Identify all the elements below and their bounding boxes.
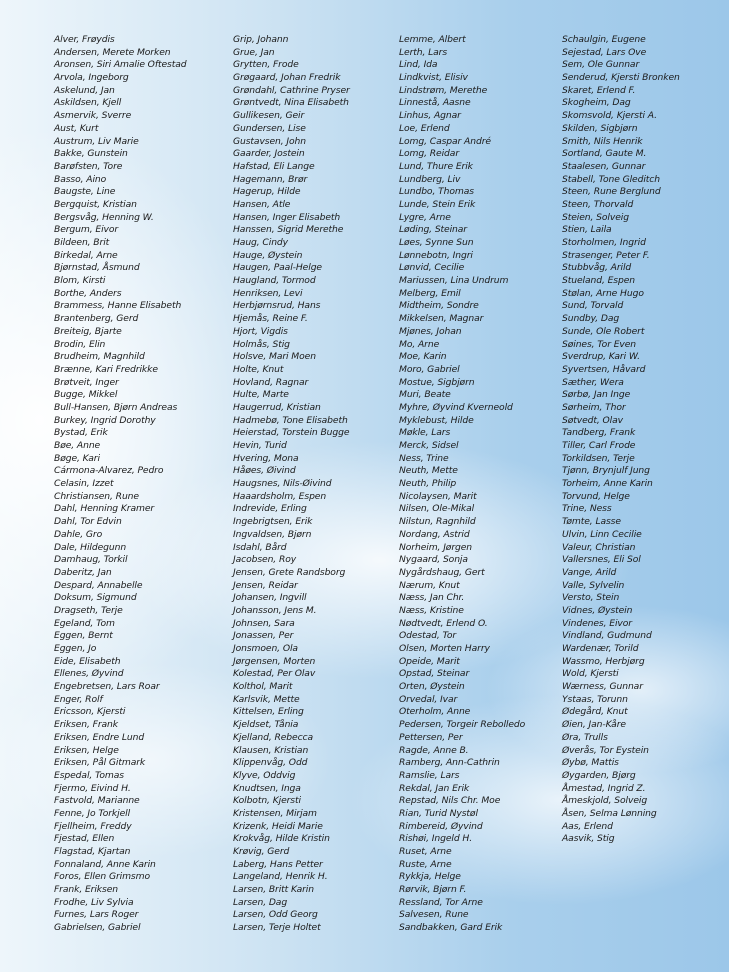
name-entry: Klausen, Kristian (233, 744, 309, 756)
name-entry: Grue, Jan (233, 46, 275, 58)
name-entry: Eggen, Jo (54, 643, 97, 654)
name-entry: Nilstun, Ragnhild (399, 516, 476, 528)
name-entry: Staalesen, Gunnar (562, 160, 646, 172)
name-entry: Damhaug, Torkil (54, 554, 128, 566)
name-entry: Fenne, Jo Torkjell (54, 807, 131, 819)
name-entry: Bergsvåg, Henning W. (54, 211, 154, 223)
name-entry: Burkey, Ingrid Dorothy (54, 414, 156, 426)
name-entry: Moe, Karin (399, 351, 447, 363)
name-entry: Wardenær, Torild (562, 643, 639, 654)
name-entry: Smith, Nils Henrik (562, 135, 643, 147)
name-column-3 (399, 34, 525, 935)
name-entry: Bull-Hansen, Bjørn Andreas (54, 401, 178, 413)
name-entry: Frodhe, Liv Sylvia (54, 896, 134, 908)
name-entry: Tømte, Lasse (562, 516, 621, 528)
name-entry: Stubbvåg, Arild (562, 262, 632, 274)
name-entry: Haugerrud, Kristian (233, 401, 321, 413)
name-entry: Brodin, Elin (54, 338, 106, 350)
name-entry: Dahl, Henning Kramer (54, 503, 155, 515)
name-entry: Sørheim, Thor (562, 401, 626, 413)
name-entry: Øverås, Tor Eystein (562, 744, 649, 756)
name-entry: Frank, Eriksen (54, 884, 118, 896)
name-entry: Krizenk, Heidi Marie (233, 820, 323, 832)
name-entry: Barøfsten, Tore (54, 160, 123, 172)
name-entry: Austrum, Liv Marie (54, 135, 139, 147)
name-entry: Ruste, Arne (399, 858, 452, 870)
name-entry: Næss, Kristine (399, 604, 464, 616)
name-entry: Løes, Synne Sun (399, 237, 474, 248)
name-entry: Eriksen, Helge (54, 744, 119, 756)
name-entry: Cármona-Alvarez, Pedro (54, 465, 164, 477)
name-entry: Valle, Sylvelin (562, 579, 625, 591)
name-entry: Vallersnes, Eli Sol (562, 554, 641, 566)
name-entry: Lundbo, Thomas (399, 186, 474, 198)
name-entry: Opeide, Marit (399, 655, 460, 667)
name-column-2 (233, 34, 350, 935)
name-entry: Dragseth, Terje (54, 604, 123, 616)
name-entry: Aasvik, Stig (562, 833, 615, 845)
name-entry: Steien, Solveig (562, 211, 629, 223)
name-entry: Orvedal, Ivar (399, 693, 458, 705)
name-column-4 (562, 34, 680, 846)
name-entry: Dahl, Tor Edvin (54, 516, 122, 528)
name-entry: Haugsnes, Nils-Øivind (233, 478, 332, 490)
name-entry: Vidnes, Øystein (562, 604, 633, 616)
name-entry: Repstad, Nils Chr. Moe (399, 795, 501, 807)
name-entry: Lønnebotn, Ingri (399, 249, 473, 261)
name-entry: Doksum, Sigmund (54, 592, 137, 604)
name-entry: Fjermo, Eivind H. (54, 782, 131, 794)
name-entry: Nordang, Astrid (399, 528, 470, 540)
name-entry: Fastvold, Marianne (54, 795, 140, 807)
name-entry: Asmervik, Sverre (54, 110, 132, 122)
name-entry: Lemme, Albert (399, 34, 466, 45)
name-entry: Storholmen, Ingrid (562, 237, 646, 248)
name-entry: Wærness, Gunnar (562, 681, 643, 693)
name-entry: Daberitz, Jan (54, 566, 112, 578)
name-entry: Syvertsen, Håvard (562, 363, 646, 375)
name-entry: Isdahl, Bård (233, 541, 287, 553)
name-column-1 (54, 34, 186, 935)
name-entry: Øybø, Mattis (562, 757, 619, 769)
name-entry: Moro, Gabriel (399, 363, 460, 375)
name-entry: Larsen, Britt Karin (233, 884, 314, 896)
name-entry: Breiteig, Bjarte (54, 325, 122, 337)
name-entry: Stien, Laila (562, 224, 612, 236)
name-entry: Larsen, Odd Georg (233, 909, 318, 921)
name-entry: Despard, Annabelle (54, 579, 143, 591)
name-entry: Brøtveit, Inger (54, 376, 119, 388)
name-entry: Ramberg, Ann-Cathrin (399, 757, 500, 769)
name-entry: Espedal, Tomas (54, 769, 124, 781)
name-entry: Ressland, Tor Arne (399, 896, 483, 908)
name-entry: Ødegård, Knut (562, 706, 628, 718)
name-entry: Midtheim, Sondre (399, 300, 479, 312)
name-entry: Sund, Torvald (562, 300, 624, 312)
name-entry: Ystaas, Torunn (562, 693, 628, 705)
name-entry: Celasin, Izzet (54, 478, 114, 490)
name-entry: Laberg, Hans Petter (233, 858, 323, 870)
name-entry: Øra, Trulls (562, 731, 608, 743)
name-entry: Steen, Rune Berglund (562, 186, 661, 198)
name-entry: Åmestad, Ingrid Z. (562, 782, 646, 794)
name-entry: Dahle, Gro (54, 528, 103, 540)
name-entry: Haaardsholm, Espen (233, 490, 327, 502)
name-entry: Sortland, Gaute M. (562, 148, 647, 160)
name-entry: Gabrielsen, Gabriel (54, 922, 141, 934)
name-entry: Lerth, Lars (399, 46, 448, 58)
name-entry: Heierstad, Torstein Bugge (233, 427, 350, 439)
name-entry: Mostue, Sigbjørn (399, 376, 475, 388)
name-entry: Stueland, Espen (562, 275, 635, 287)
name-entry: Basso, Aino (54, 173, 107, 185)
name-entry: Brudheim, Magnhild (54, 351, 145, 363)
name-entry: Indrevide, Erling (233, 503, 307, 515)
name-entry: Neuth, Philip (399, 478, 457, 490)
name-entry: Christiansen, Rune (54, 490, 139, 502)
name-entry: Vange, Arild (562, 566, 617, 578)
name-entry: Alver, Frøydis (54, 34, 115, 45)
name-entry: Rykkja, Helge (399, 871, 461, 883)
name-entry: Merck, Sidsel (399, 440, 459, 451)
name-entry: Grøndahl, Cathrine Pryser (233, 84, 350, 96)
name-entry: Lund, Thure Erik (399, 160, 473, 172)
name-entry: Melberg, Emil (399, 287, 461, 299)
name-entry: Holmås, Stig (233, 338, 290, 350)
name-entry: Gustavsen, John (233, 135, 306, 147)
name-entry: Sverdrup, Kari W. (562, 351, 640, 363)
name-entry: Linnestå, Aasne (399, 97, 471, 109)
name-entry: Sem, Ole Gunnar (562, 59, 640, 71)
name-entry: Tiller, Carl Frode (562, 440, 636, 451)
name-entry: Ericsson, Kjersti (54, 706, 126, 718)
name-entry: Andersen, Merete Morken (54, 46, 171, 58)
name-entry: Nilsen, Ole-Mikal (399, 503, 475, 515)
name-entry: Nicolaysen, Marit (399, 490, 477, 502)
name-entry: Steen, Thorvald (562, 198, 634, 210)
name-entry: Krokvåg, Hilde Kristin (233, 833, 330, 845)
name-entry: Øygarden, Bjørg (562, 769, 636, 781)
name-entry: Langeland, Henrik H. (233, 871, 328, 883)
name-entry: Jacobsen, Roy (233, 554, 297, 566)
name-entry: Haugland, Tormod (233, 275, 316, 287)
name-entry: Larsen, Terje Holtet (233, 922, 321, 934)
name-entry: Mikkelsen, Magnar (399, 313, 484, 325)
name-entry: Kjelland, Rebecca (233, 731, 314, 743)
name-entry: Sunde, Ole Robert (562, 325, 645, 337)
name-entry: Ramslie, Lars (399, 769, 460, 781)
name-entry: Lomg, Caspar André (399, 135, 491, 147)
name-entry: Hjort, Vigdis (233, 325, 288, 337)
name-entry: Haugen, Paal-Helge (233, 262, 322, 274)
name-entry: Skilden, Sigbjørn (562, 122, 638, 134)
name-entry: Jørgensen, Morten (233, 655, 316, 667)
name-entry: Torkildsen, Terje (562, 452, 635, 464)
name-entry: Valeur, Christian (562, 541, 636, 553)
name-entry: Gundersen, Lise (233, 122, 306, 134)
name-entry: Wold, Kjersti (562, 668, 619, 680)
name-entry: Klippenvåg, Odd (233, 757, 308, 769)
name-entry: Skomsvold, Kjersti A. (562, 110, 657, 122)
name-entry: Vindenes, Eivor (562, 617, 632, 629)
name-entry: Ruset, Arne (399, 846, 452, 857)
name-entry: Klyve, Oddvig (233, 769, 296, 781)
name-entry: Lindstrøm, Merethe (399, 84, 488, 96)
name-entry: Bøge, Kari (54, 452, 100, 464)
name-entry: Torheim, Anne Karin (562, 478, 653, 490)
name-entry: Ingvaldsen, Bjørn (233, 528, 312, 540)
name-entry: Mjønes, Johan (399, 325, 462, 337)
name-entry: Hulte, Marte (233, 389, 289, 401)
name-entry: Engebretsen, Lars Roar (54, 681, 160, 693)
name-entry: Baugste, Line (54, 186, 116, 198)
name-entry: Haug, Cindy (233, 237, 288, 248)
name-entry: Gullikesen, Geir (233, 110, 305, 122)
name-entry: Hagemann, Brør (233, 173, 308, 185)
name-entry: Hagerup, Hilde (233, 186, 301, 198)
name-entry: Fjestad, Ellen (54, 833, 115, 845)
name-entry: Brantenberg, Gerd (54, 313, 139, 325)
name-entry: Grytten, Frode (233, 59, 299, 71)
name-entry: Sørbø, Jan Inge (562, 389, 631, 401)
name-entry: Rimbereid, Øyvind (399, 820, 483, 832)
name-entry: Herbjørnsrud, Hans (233, 300, 321, 312)
name-entry: Eggen, Bernt (54, 630, 113, 642)
name-entry: Rekdal, Jan Erik (399, 782, 470, 794)
name-entry: Schaulgin, Eugene (562, 34, 646, 45)
name-entry: Ulvin, Linn Cecilie (562, 528, 642, 540)
name-entry: Holte, Knut (233, 363, 284, 375)
name-entry: Borthe, Anders (54, 287, 122, 299)
name-entry: Lygre, Arne (399, 211, 451, 223)
name-entry: Hevin, Turid (233, 440, 287, 451)
name-entry: Stabell, Tone Gleditch (562, 173, 660, 185)
name-entry: Askelund, Jan (54, 84, 115, 96)
name-entry: Bergquist, Kristian (54, 198, 137, 210)
name-entry: Johansen, Ingvill (233, 592, 307, 604)
name-entry: Mariussen, Lina Undrum (399, 275, 509, 287)
name-entry: Lomg, Reidar (399, 148, 459, 160)
name-entry: Larsen, Dag (233, 896, 288, 908)
name-entry: Mo, Arne (399, 338, 440, 350)
name-entry: Foros, Ellen Grimsmo (54, 871, 150, 883)
name-entry: Lunde, Stein Erik (399, 198, 476, 210)
name-entry: Øien, Jan-Kåre (562, 719, 626, 731)
name-entry: Ness, Trine (399, 452, 449, 464)
name-entry: Muri, Beate (399, 389, 451, 401)
name-entry: Sandbakken, Gard Erik (399, 922, 503, 934)
name-entry: Nærum, Knut (399, 579, 460, 591)
name-entry: Søines, Tor Even (562, 338, 637, 350)
name-entry: Kjeldset, Tånia (233, 719, 299, 731)
name-entry: Fjellheim, Freddy (54, 820, 132, 832)
name-entry: Brammess, Hanne Elisabeth (54, 300, 182, 312)
name-entry: Jensen, Grete Randsborg (233, 566, 346, 578)
name-entry: Eriksen, Frank (54, 719, 118, 731)
name-entry: Hafstad, Eli Lange (233, 160, 315, 172)
name-entry: Eriksen, Endre Lund (54, 731, 145, 743)
name-entry: Bugge, Mikkel (54, 389, 118, 401)
name-entry: Jonsmoen, Ola (233, 643, 298, 654)
name-entry: Grøntvedt, Nina Elisabeth (233, 97, 349, 109)
name-entry: Nygaard, Sonja (399, 554, 468, 566)
name-entry: Grip, Johann (233, 34, 289, 45)
name-entry: Hansen, Atle (233, 198, 291, 210)
name-entry: Loe, Erlend (399, 122, 450, 134)
name-entry: Næss, Jan Chr. (399, 592, 465, 604)
name-entry: Myhre, Øyvind Kverneold (399, 401, 513, 413)
name-entry: Hansen, Inger Elisabeth (233, 211, 341, 223)
name-entry: Jensen, Reidar (233, 579, 298, 591)
name-entry: Eide, Elisabeth (54, 655, 121, 667)
name-entry: Henriksen, Levi (233, 287, 303, 299)
name-entry: Kolthol, Marit (233, 681, 293, 693)
name-entry: Senderud, Kjersti Bronken (562, 72, 680, 84)
name-entry: Lindkvist, Elisiv (399, 72, 468, 84)
name-entry: Egeland, Tom (54, 617, 115, 629)
name-entry: Pettersen, Per (399, 731, 463, 743)
name-entry: Enger, Rolf (54, 693, 103, 705)
name-entry: Flagstad, Kjartan (54, 846, 131, 857)
name-entry: Hjemås, Reine F. (233, 313, 308, 325)
name-entry: Trine, Ness (562, 503, 612, 515)
name-entry: Lind, Ida (399, 59, 438, 71)
name-entry: Jonassen, Per (233, 630, 294, 642)
name-entry: Torvund, Helge (562, 490, 630, 502)
name-entry: Birkedal, Arne (54, 249, 118, 261)
name-entry: Oterholm, Anne (399, 706, 471, 718)
name-entry: Krøvig, Gerd (233, 846, 290, 857)
name-entry: Holsve, Mari Moen (233, 351, 316, 363)
name-entry: Strasenger, Peter F. (562, 249, 650, 261)
name-entry: Bøe, Anne (54, 440, 101, 451)
name-entry: Dale, Hildegunn (54, 541, 127, 553)
name-entry: Rian, Turid Nystøl (399, 807, 478, 819)
name-entry: Hadmebø, Tone Elisabeth (233, 414, 348, 426)
name-entry: Vindland, Gudmund (562, 630, 652, 642)
name-entry: Hovland, Ragnar (233, 376, 309, 388)
name-entry: Nygårdshaug, Gert (399, 566, 485, 578)
name-entry: Hanssen, Sigrid Merethe (233, 224, 344, 236)
name-entry: Orten, Øystein (399, 681, 465, 693)
name-entry: Tjønn, Brynjulf Jung (562, 465, 650, 477)
name-entry: Norheim, Jørgen (399, 541, 473, 553)
name-entry: Linhus, Agnar (399, 110, 461, 122)
name-entry: Håøes, Øivind (233, 465, 296, 477)
name-entry: Brænne, Kari Fredrikke (54, 363, 158, 375)
name-entry: Tandberg, Frank (562, 427, 636, 439)
name-entry: Gaarder, Jostein (233, 148, 305, 160)
name-entry: Versto, Stein (562, 592, 620, 604)
name-entry: Salvesen, Rune (399, 909, 469, 921)
name-entry: Wassmo, Herbjørg (562, 655, 645, 667)
name-entry: Skogheim, Dag (562, 97, 631, 109)
name-entry: Bystad, Erik (54, 427, 108, 439)
name-entry: Ragde, Anne B. (399, 744, 469, 756)
name-entry: Myklebust, Hilde (399, 414, 474, 426)
name-entry: Grøgaard, Johan Fredrik (233, 72, 341, 84)
name-entry: Ingebrigtsen, Erik (233, 516, 313, 528)
name-entry: Lønvid, Cecilie (399, 262, 465, 274)
name-entry: Kristensen, Mirjam (233, 807, 317, 819)
name-entry: Neuth, Mette (399, 465, 458, 477)
name-entry: Stølan, Arne Hugo (562, 287, 644, 299)
name-entry: Bjørnstad, Åsmund (54, 262, 140, 274)
name-entry: Rishøi, Ingeld H. (399, 833, 473, 845)
name-entry: Sundby, Dag (562, 313, 620, 325)
name-entry: Lundberg, Liv (399, 173, 461, 185)
name-entry: Furnes, Lars Roger (54, 909, 139, 921)
name-entry: Eriksen, Pål Gitmark (54, 757, 146, 769)
name-entry: Hauge, Øystein (233, 249, 303, 261)
name-entry: Kolestad, Per Olav (233, 668, 316, 680)
name-entry: Karlsvik, Mette (233, 693, 300, 705)
name-entry: Hvering, Mona (233, 452, 299, 464)
name-entry: Arvola, Ingeborg (54, 72, 129, 84)
name-entry: Pedersen, Torgeir Rebolledo (399, 719, 526, 731)
name-entry: Ellenes, Øyvind (54, 668, 124, 680)
name-entry: Olsen, Morten Harry (399, 643, 490, 654)
name-entry: Sæther, Wera (562, 376, 624, 388)
name-entry: Sejestad, Lars Ove (562, 46, 647, 58)
name-entry: Møkle, Lars (399, 427, 451, 439)
name-entry: Nødtvedt, Erlend O. (399, 617, 488, 629)
name-entry: Bildeen, Brit (54, 237, 110, 248)
name-entry: Johnsen, Sara (233, 617, 295, 629)
name-entry: Åmeskjold, Solveig (562, 795, 648, 807)
name-entry: Askildsen, Kjell (54, 97, 122, 109)
name-entry: Kittelsen, Erling (233, 706, 304, 718)
name-entry: Bakke, Gunstein (54, 148, 128, 160)
name-entry: Knudtsen, Inga (233, 782, 301, 794)
name-entry: Skaret, Erlend F. (562, 84, 636, 96)
name-entry: Aust, Kurt (54, 122, 99, 134)
name-entry: Fonnaland, Anne Karin (54, 858, 156, 870)
name-entry: Åsen, Selma Lønning (562, 807, 657, 819)
name-entry: Johansson, Jens M. (233, 604, 317, 616)
name-entry: Rørvik, Bjørn F. (399, 884, 467, 896)
name-entry: Kolbotn, Kjersti (233, 795, 301, 807)
name-entry: Aronsen, Siri Amalie Oftestad (54, 59, 187, 71)
name-entry: Løding, Steinar (399, 224, 467, 236)
name-entry: Aas, Erlend (562, 820, 613, 832)
name-entry: Bergum, Eivor (54, 224, 119, 236)
name-entry: Opstad, Steinar (399, 668, 470, 680)
name-entry: Odestad, Tor (399, 630, 457, 642)
name-entry: Blom, Kirsti (54, 275, 106, 287)
name-entry: Søtvedt, Olav (562, 414, 623, 426)
